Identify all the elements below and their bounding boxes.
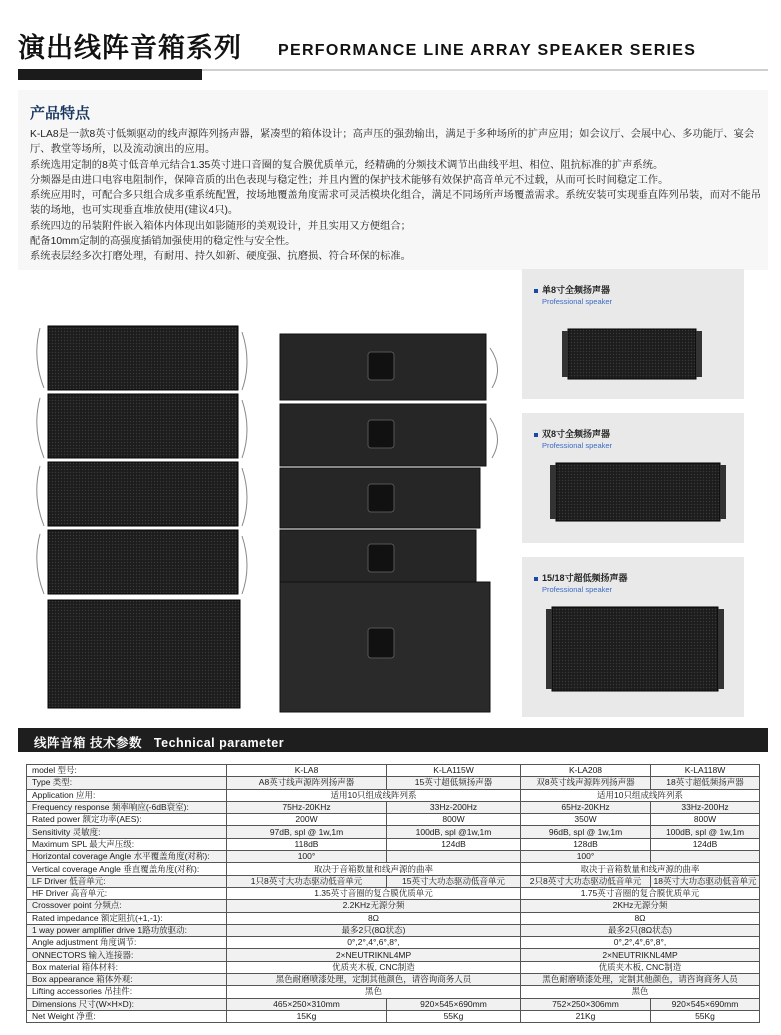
spec-value: 取决于音箱数量和线声源的曲率 — [521, 863, 760, 875]
spec-label: Vertical coverage Angle 垂直覆盖角度(对称): — [27, 863, 227, 875]
spec-value: 21Kg — [521, 1010, 651, 1022]
spec-value: 15英寸超低频扬声器 — [387, 777, 521, 789]
spec-value: 最多2只(8Ω状态) — [521, 924, 760, 936]
table-row — [27, 814, 760, 826]
spec-table — [26, 764, 760, 1023]
spec-header-en: Technical parameter — [153, 736, 285, 750]
product-subtitle: Professional speaker — [542, 441, 613, 450]
product-name: 单8寸全频扬声器 — [542, 285, 611, 295]
spec-value: 1.75英寸音圈的复合膜优质单元 — [521, 887, 760, 899]
spec-value — [651, 851, 760, 863]
product-subtitle: Professional speaker — [542, 297, 613, 306]
spec-label: Crossover point 分频点: — [27, 900, 227, 912]
spec-value: 0°,2°,4°,6°,8°, — [521, 937, 760, 949]
table-row — [27, 986, 760, 998]
spec-value: 55Kg — [387, 1010, 521, 1022]
spec-value: 8Ω — [521, 912, 760, 924]
spec-value: 800W — [387, 814, 521, 826]
spec-label: Angle adjustment 角度调节: — [27, 937, 227, 949]
spec-value: K-LA8 — [227, 765, 387, 777]
spec-value: 128dB — [521, 838, 651, 850]
spec-label: Box material 箱体材料: — [27, 961, 227, 973]
table-row — [27, 765, 760, 777]
spec-label: Sensitivity 灵敏度: — [27, 826, 227, 838]
spec-label: Lifting accessories 吊挂件: — [27, 986, 227, 998]
spec-label: Type 类型: — [27, 777, 227, 789]
table-row — [27, 777, 760, 789]
spec-value: K-LA115W — [387, 765, 521, 777]
line-array-cabinets — [37, 326, 247, 708]
spec-header-title — [34, 733, 284, 751]
spec-value: 取决于音箱数量和线声源的曲率 — [227, 863, 521, 875]
spec-value: 2KHz无源分频 — [521, 900, 760, 912]
spec-value: 0°,2°,4°,6°,8°, — [227, 937, 521, 949]
subwoofer-stack — [280, 334, 498, 712]
spec-value: 800W — [651, 814, 760, 826]
spec-label: Application 应用: — [27, 789, 227, 801]
table-row — [27, 801, 760, 813]
spec-label: 1 way power amplifier drive 1路功放驱动: — [27, 924, 227, 936]
spec-value: 920×545×690mm — [651, 998, 760, 1010]
spec-value — [387, 851, 521, 863]
spec-header-cn: 线阵音箱 技术参数 — [34, 736, 142, 750]
spec-value: 100° — [521, 851, 651, 863]
page-title-en: PERFORMANCE LINE ARRAY SPEAKER SERIES — [278, 42, 697, 59]
spec-value: K-LA208 — [521, 765, 651, 777]
features-text — [30, 127, 770, 265]
spec-label: model 型号: — [27, 765, 227, 777]
product-card-single8 — [522, 269, 744, 399]
spec-value: 33Hz-200Hz — [651, 801, 760, 813]
table-row — [27, 961, 760, 973]
spec-value: 黑色耐磨喷漆处理，定制其他颜色，请咨询商务人员 — [521, 974, 760, 986]
spec-value: 2×NEUTRIKNL4MP — [521, 949, 760, 961]
spec-value: 124dB — [651, 838, 760, 850]
table-row — [27, 949, 760, 961]
table-row — [27, 851, 760, 863]
spec-value: 97dB, spl @ 1w,1m — [227, 826, 387, 838]
product-card-dual8 — [522, 413, 744, 543]
spec-value: 1.35英寸音圈的复合膜优质单元 — [227, 887, 521, 899]
table-row — [27, 924, 760, 936]
product-card-sub15-18 — [522, 557, 744, 717]
table-row — [27, 863, 760, 875]
spec-value: 920×545×690mm — [387, 998, 521, 1010]
bullet-square-icon — [534, 577, 538, 581]
table-row — [27, 789, 760, 801]
page-title-cn: 演出线阵音箱系列 — [18, 33, 242, 63]
spec-value: 8Ω — [227, 912, 521, 924]
table-row — [27, 900, 760, 912]
spec-value: 100° — [227, 851, 387, 863]
spec-value: 15Kg — [227, 1010, 387, 1022]
table-row — [27, 998, 760, 1010]
spec-label: Net Weight 净重: — [27, 1010, 227, 1022]
spec-value: 15英寸大功态驱动低音单元 — [387, 875, 521, 887]
spec-value: 双8英寸线声源阵列扬声器 — [521, 777, 651, 789]
table-row — [27, 974, 760, 986]
spec-label: Frequency response 频率响应(-6dB衰室): — [27, 801, 227, 813]
spec-label: Rated power 额定功率(AES): — [27, 814, 227, 826]
product-card-title — [534, 571, 628, 584]
spec-value: 350W — [521, 814, 651, 826]
product-name: 15/18寸超低频扬声器 — [542, 573, 628, 583]
feature-paragraph: 分频器是由进口电容电阻制作，保障音质的出色表现与稳定性；并且内置的保护技术能够有效保护高音单元不过载，从而可长时间稳定工作。 — [30, 174, 669, 186]
feature-paragraph: 系统选用定制的8英寸低音单元结合1.35英寸进口音圈的复合膜优质单元，经精确的分频技术调节出曲线平坦、相位、阻抗标准的扩声系统。 — [30, 159, 664, 171]
spec-value: 18英寸大功态驱动低音单元 — [651, 875, 760, 887]
spec-value: 优质夹木板, CNC制造 — [227, 961, 521, 973]
spec-value: 黑色耐磨喷漆处理，定制其他颜色，请咨询商务人员 — [227, 974, 521, 986]
table-row — [27, 875, 760, 887]
spec-label: Rated impedance 额定阻抗(+1,-1): — [27, 912, 227, 924]
feature-paragraph: 系统表层经多次打磨处理，有耐用、持久如新、硬度强、抗磨损、符合环保的标准。 — [30, 251, 411, 263]
product-subtitle: Professional speaker — [542, 585, 613, 594]
spec-value: 2.2KHz无源分频 — [227, 900, 521, 912]
line-array-stack-image — [30, 318, 510, 718]
feature-paragraph: 系统四边的吊装附件嵌入箱体内体现出如影随形的美观设计，并且实用又方便组合； — [30, 220, 411, 232]
feature-paragraph: 系统应用时，可配合多只组合成多重系统配置，按场地覆盖角度需求可灵活模块化组合，满足不同场所声场覆盖需求。系统安装可实现垂直阵列吊装，而对不能吊装的场地，也可实现垂直堆放使用(建议4只)。 — [30, 190, 762, 217]
feature-paragraph: 配备10mm定制的高强度插销加强使用的稳定性与安全性。 — [30, 236, 296, 248]
spec-value: 1只8英寸大功态驱动低音单元 — [227, 875, 387, 887]
spec-value: 最多2只(8Ω状态) — [227, 924, 521, 936]
features-heading: 产品特点 — [30, 105, 91, 122]
spec-value: 18英寸超低频扬声器 — [651, 777, 760, 789]
table-row — [27, 912, 760, 924]
spec-value: 200W — [227, 814, 387, 826]
spec-value: 75Hz-20KHz — [227, 801, 387, 813]
spec-value: 124dB — [387, 838, 521, 850]
table-row — [27, 1010, 760, 1022]
spec-value: 118dB — [227, 838, 387, 850]
spec-label: Box appearance 箱体外观: — [27, 974, 227, 986]
spec-label: HF Driver 高音单元: — [27, 887, 227, 899]
spec-value: 33Hz-200Hz — [387, 801, 521, 813]
table-row — [27, 826, 760, 838]
spec-value: K-LA118W — [651, 765, 760, 777]
spec-value: 黑色 — [521, 986, 760, 998]
table-row — [27, 838, 760, 850]
table-row — [27, 887, 760, 899]
spec-label: Maximum SPL 最大声压级: — [27, 838, 227, 850]
spec-label: LF Driver 低音单元: — [27, 875, 227, 887]
spec-value: 黑色 — [227, 986, 521, 998]
spec-value: 465×250×310mm — [227, 998, 387, 1010]
bullet-square-icon — [534, 433, 538, 437]
spec-label: ONNECTORS 输入连接器: — [27, 949, 227, 961]
feature-paragraph: K-LA8是一款8英寸低频驱动的线声源阵列扬声器，紧凑型的箱体设计；高声压的强劲输出，满足于多种场所的扩声应用；如会议厅、会展中心、多功能厅、宴会厅、教堂等场所，以及流动演出的应用。 — [30, 129, 755, 156]
spec-value: 752×250×306mm — [521, 998, 651, 1010]
bullet-square-icon — [534, 289, 538, 293]
product-card-title — [534, 427, 610, 440]
spec-value: 优质夹木板, CNC制造 — [521, 961, 760, 973]
spec-label: Horizontal coverage Angle 水平覆盖角度(对称): — [27, 851, 227, 863]
product-card-title — [534, 283, 610, 296]
spec-value: 适用10只组成线阵列系 — [521, 789, 760, 801]
spec-value: 96dB, spl @ 1w,1m — [521, 826, 651, 838]
spec-value: 适用10只组成线阵列系 — [227, 789, 521, 801]
spec-value: 2×NEUTRIKNL4MP — [227, 949, 521, 961]
spec-value: 100dB, spl @ 1w,1m — [651, 826, 760, 838]
title-accent-bar — [18, 69, 202, 80]
spec-value: 2只8英寸大功态驱动低音单元 — [521, 875, 651, 887]
spec-value: 65Hz-20KHz — [521, 801, 651, 813]
spec-value: A8英寸线声源阵列扬声器 — [227, 777, 387, 789]
table-row — [27, 937, 760, 949]
product-name: 双8寸全频扬声器 — [542, 429, 611, 439]
spec-label: Dimensions 尺寸(W×H×D): — [27, 998, 227, 1010]
spec-value: 55Kg — [651, 1010, 760, 1022]
spec-value: 100dB, spl @1w,1m — [387, 826, 521, 838]
